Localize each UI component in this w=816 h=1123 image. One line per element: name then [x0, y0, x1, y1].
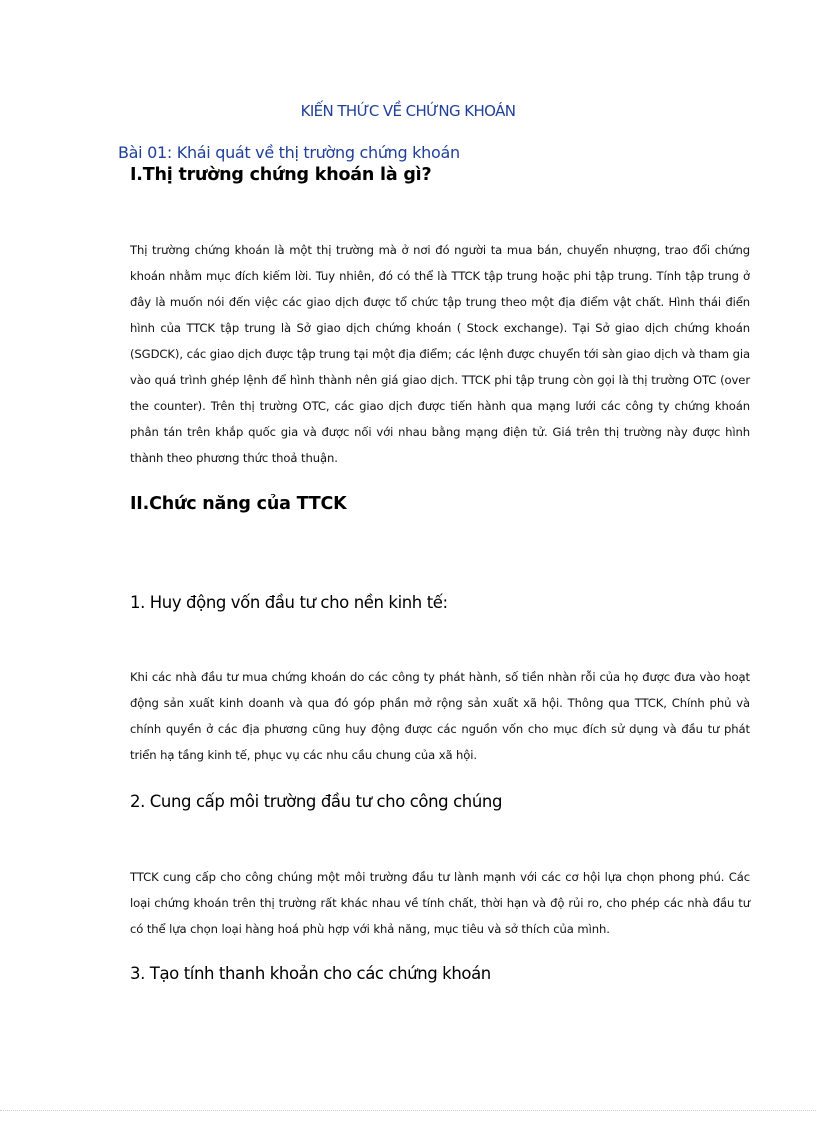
subsection-1-heading: 1. Huy động vốn đầu tư cho nền kinh tế: — [130, 593, 448, 612]
subsection-2-heading: 2. Cung cấp môi trường đầu tư cho công chúng — [130, 792, 503, 811]
section-2-heading: II.Chức năng của TTCK — [130, 494, 347, 514]
page-bottom-divider — [0, 1110, 816, 1111]
section-1-heading: I.Thị trường chứng khoán là gì? — [130, 165, 432, 185]
subsection-2-paragraph: TTCK cung cấp cho công chúng một môi trường đầu tư lành mạnh với các cơ hội lựa chọn phong phú. Các loại chứng khoán trên thị trường rất khác nhau về tính chất, thời hạn và độ rủi ro, cho phép các nhà đầu tư có thể lựa chọn loại hàng hoá phù hợp với khả năng, mục tiêu và sở thích của mình. — [130, 870, 750, 936]
lesson-title: Bài 01: Khái quát về thị trường chứng khoán — [118, 143, 460, 162]
subsection-1-paragraph: Khi các nhà đầu tư mua chứng khoán do các công ty phát hành, số tiền nhàn rỗi của họ được đưa vào hoạt động sản xuất kinh doanh và qua đó góp phần mở rộng sản xuất xã hội. Thông qua TTCK, Chính phủ và chính quyền ở các địa phương cũng huy động được các nguồn vốn cho mục đích sử dụng và đầu tư phát triển hạ tầng kinh tế, phục vụ các nhu cầu chung của xã hội. — [130, 670, 750, 762]
section-1-paragraph: Thị trường chứng khoán là một thị trường mà ở nơi đó người ta mua bán, chuyển nhượng, trao đổi chứng khoán nhằm mục đích kiếm lời. Tuy nhiên, đó có thể là TTCK tập trung hoặc phi tập trung. Tính tập trung ở đây là muốn nói đến việc các giao dịch được tổ chức tập trung theo một địa điểm vật chất. Hình thái điển hình của TTCK tập trung là Sở giao dịch chứng khoán ( Stock exchange). Tại Sở giao dịch chứng khoán (SGDCK), các giao dịch được tập trung tại một địa điểm; các lệnh được chuyển tới sàn giao dịch và tham gia vào quá trình ghép lệnh để hình thành nên giá giao dịch. TTCK phi tập trung còn gọi là thị trường OTC (over the counter). Trên thị trường OTC, các giao dịch được tiến hành qua mạng lưới các công ty chứng khoán phân tán trên khắp quốc gia và được nối với nhau bằng mạng điện tử. Giá trên thị trường này được hình thành theo phương thức thoả thuận. — [130, 243, 750, 465]
document-title: KIẾN THỨC VỀ CHỨNG KHOÁN — [300, 102, 516, 120]
subsection-3-heading: 3. Tạo tính thanh khoản cho các chứng khoán — [130, 964, 491, 983]
